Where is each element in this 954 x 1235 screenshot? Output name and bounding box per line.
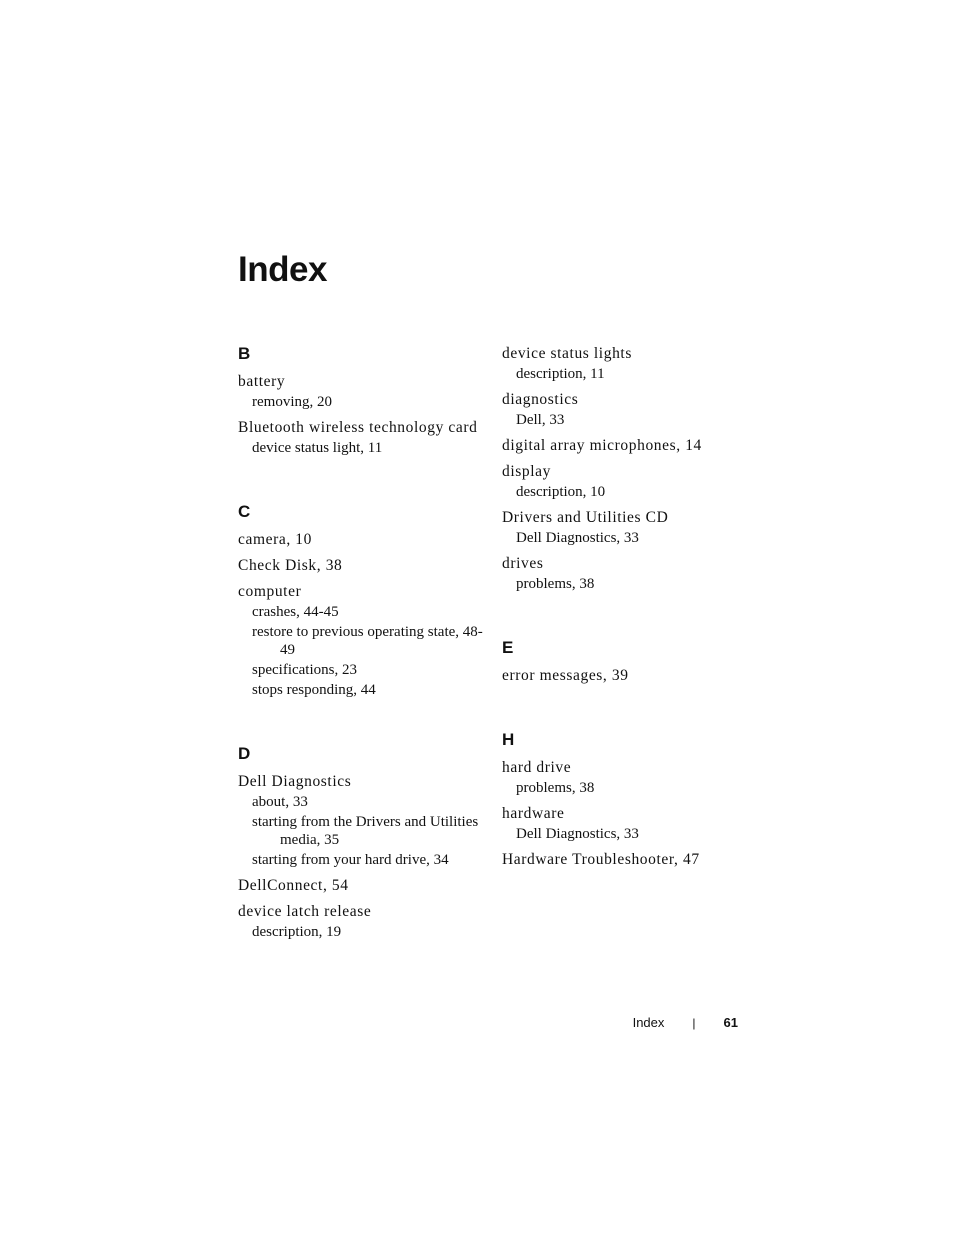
index-entry — [238, 372, 483, 411]
index-term: Drivers and Utilities CD — [502, 509, 669, 526]
index-column-left — [238, 344, 483, 986]
index-section — [502, 344, 747, 593]
index-subterm: removing, 20 — [252, 394, 332, 410]
index-subterm: Dell, 33 — [516, 412, 565, 428]
index-subterm: starting from the Drivers and Utilities media, 35 — [252, 814, 479, 848]
index-term: Dell Diagnostics — [238, 773, 352, 790]
index-subterm: crashes, 44-45 — [252, 604, 339, 620]
index-section — [502, 638, 747, 685]
index-entry — [502, 554, 747, 593]
section-letter: C — [238, 502, 251, 521]
index-subterm: Dell Diagnostics, 33 — [516, 826, 639, 842]
index-entry — [502, 390, 747, 429]
index-term: battery — [238, 373, 286, 390]
index-entry — [502, 758, 747, 797]
index-entry — [502, 436, 747, 455]
index-entry — [238, 556, 483, 575]
index-entry — [238, 772, 483, 869]
index-term: error messages, 39 — [502, 667, 629, 684]
section-letter: E — [502, 638, 514, 657]
page-title: Index — [238, 250, 327, 289]
index-term: diagnostics — [502, 391, 579, 408]
index-subterm: problems, 38 — [516, 576, 595, 592]
index-entry — [502, 508, 747, 547]
index-term: camera, 10 — [238, 531, 312, 548]
index-section — [238, 502, 483, 699]
index-entry — [238, 876, 483, 895]
footer-section-label: Index — [632, 1015, 665, 1030]
index-term: display — [502, 463, 551, 480]
index-entry — [238, 582, 483, 699]
index-section — [238, 744, 483, 941]
index-subterm: Dell Diagnostics, 33 — [516, 530, 639, 546]
index-entry — [502, 850, 747, 869]
page-footer — [633, 1015, 738, 1030]
index-term: hard drive — [502, 759, 572, 776]
index-subterm: device status light, 11 — [252, 440, 383, 456]
index-column-right — [502, 344, 747, 914]
index-term: DellConnect, 54 — [238, 877, 349, 894]
index-entry — [502, 344, 747, 383]
index-entry — [502, 462, 747, 501]
index-term: device status lights — [502, 345, 632, 362]
index-entry — [502, 666, 747, 685]
index-entry — [238, 418, 483, 457]
section-letter: H — [502, 730, 515, 749]
index-term: hardware — [502, 805, 565, 822]
index-subterm: description, 10 — [516, 484, 606, 500]
index-term: device latch release — [238, 903, 372, 920]
section-letter: D — [238, 744, 251, 763]
footer-separator: | — [692, 1015, 696, 1030]
index-term: Hardware Troubleshooter, 47 — [502, 851, 700, 868]
index-subterm: description, 11 — [516, 366, 605, 382]
index-term: drives — [502, 555, 544, 572]
index-section — [502, 730, 747, 869]
index-subterm: description, 19 — [252, 924, 342, 940]
index-entry — [238, 902, 483, 941]
index-section — [238, 344, 483, 457]
section-letter: B — [238, 344, 251, 363]
page-number: 61 — [723, 1015, 738, 1030]
index-subterm: about, 33 — [252, 794, 308, 810]
index-term: digital array microphones, 14 — [502, 437, 702, 454]
index-term: Check Disk, 38 — [238, 557, 343, 574]
index-subterm: stops responding, 44 — [252, 682, 376, 698]
index-entry — [238, 530, 483, 549]
index-subterm: problems, 38 — [516, 780, 595, 796]
index-subterm: restore to previous operating state, 48-49 — [252, 624, 483, 658]
index-subterm: starting from your hard drive, 34 — [252, 852, 449, 868]
index-term: computer — [238, 583, 302, 600]
index-term: Bluetooth wireless technology card — [238, 419, 478, 436]
index-subterm: specifications, 23 — [252, 662, 357, 678]
index-entry — [502, 804, 747, 843]
